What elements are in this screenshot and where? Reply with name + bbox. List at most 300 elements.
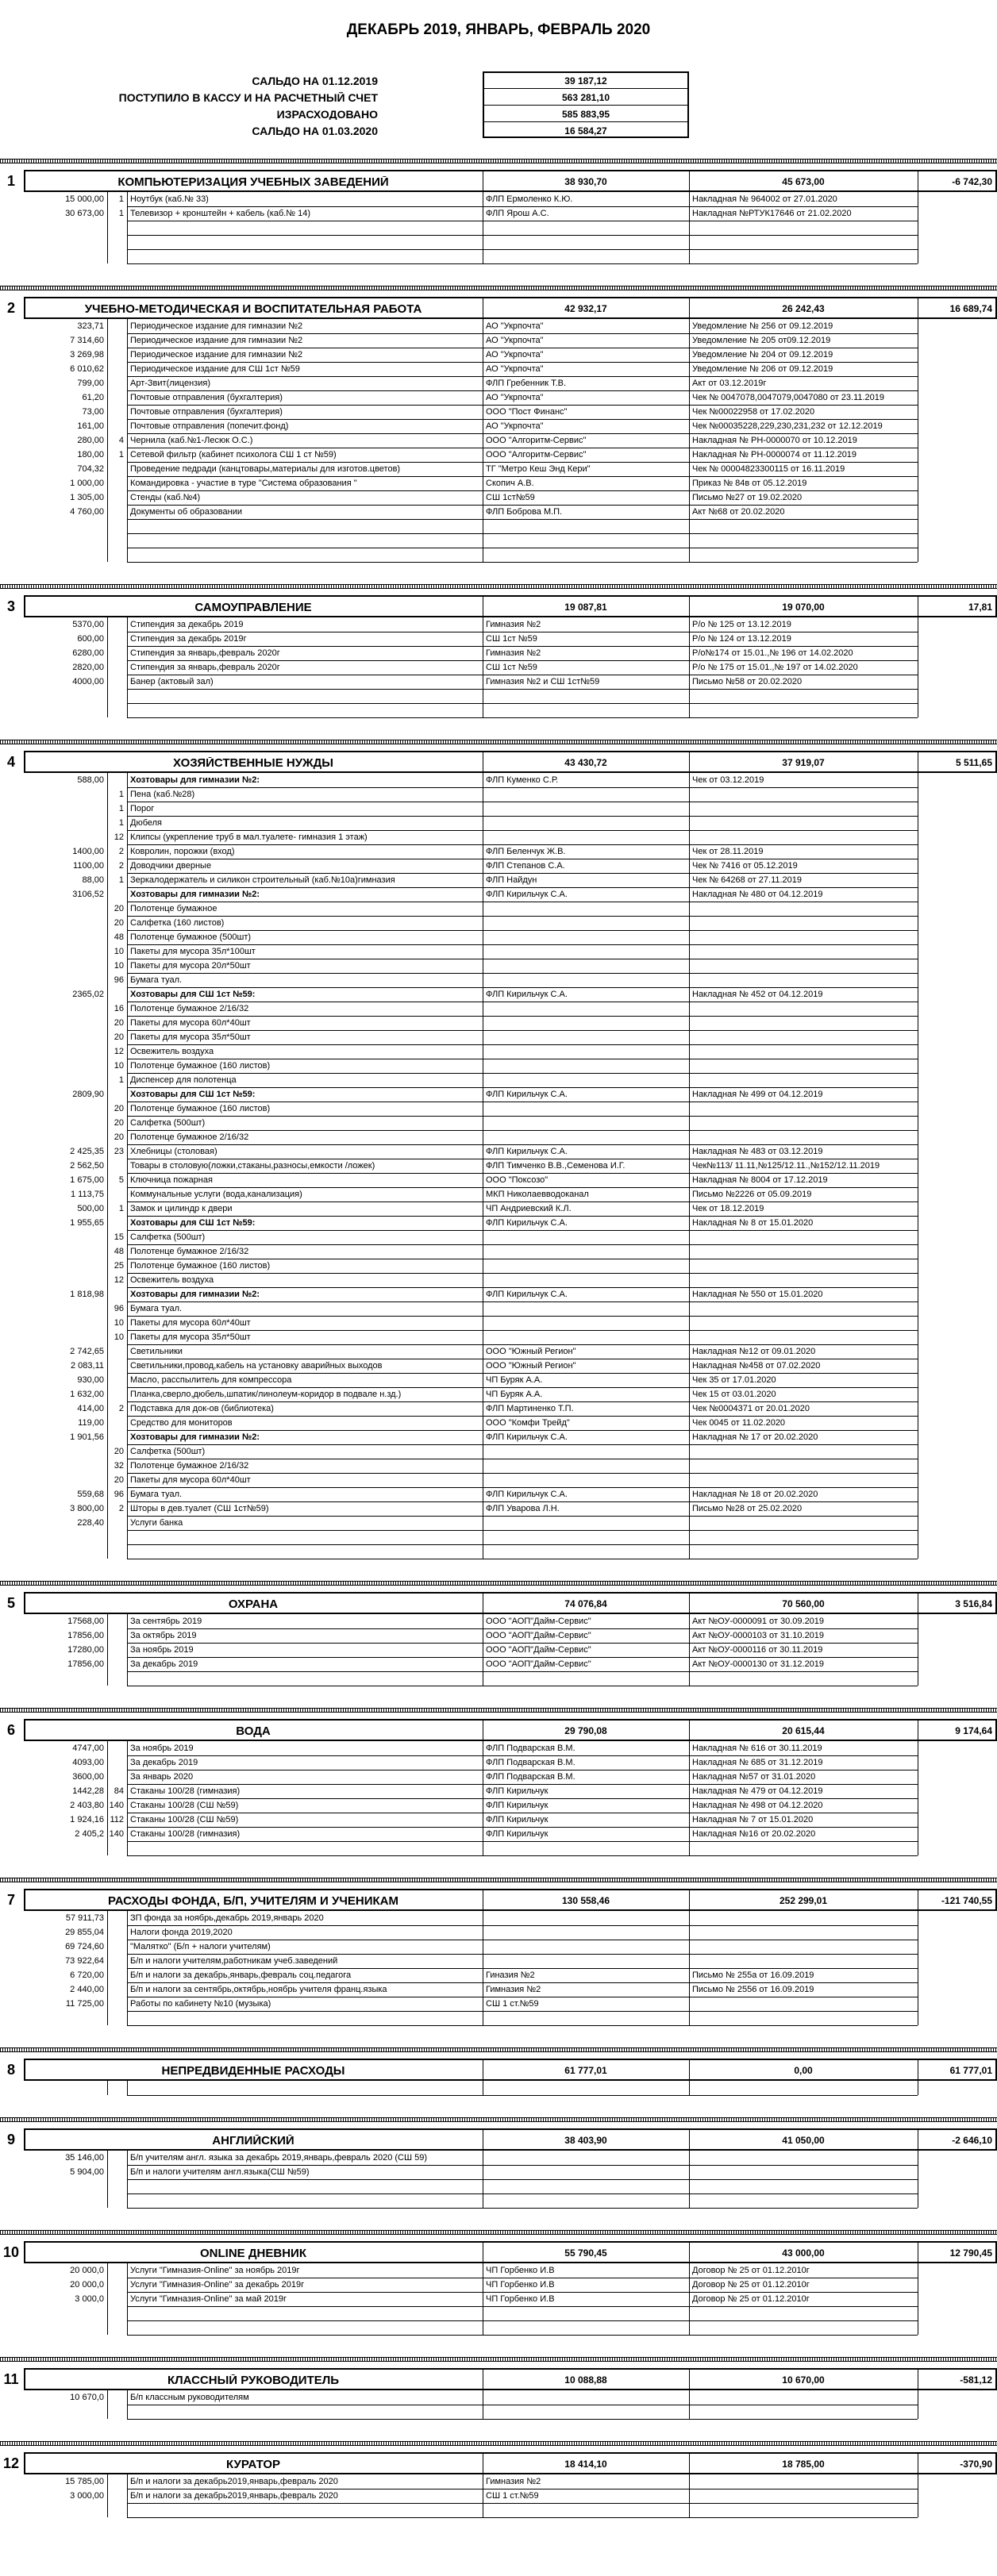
row-document: Накладная №РТУК17646 от 21.02.2020	[692, 210, 852, 218]
row-description: Клипсы (укрепление труб в мал.туалете- гимназия 1 этаж)	[130, 833, 368, 842]
grid-line	[127, 1982, 918, 1983]
grid-line	[127, 1954, 918, 1955]
row-supplier: ЧП Горбенко И.В	[486, 2295, 555, 2304]
row-document: Письмо № 255а от 16.09.2019	[692, 1971, 814, 1980]
grid-line	[689, 1911, 690, 2025]
grid-line	[127, 930, 918, 931]
row-quantity: 12	[114, 833, 124, 842]
grid-line	[127, 490, 918, 491]
row-supplier: ЧП Буряк А.А.	[486, 1390, 543, 1399]
summary-label: САЛЬДО НА 01.12.2019	[252, 75, 378, 87]
row-supplier: ФЛП Боброва М.П.	[486, 508, 563, 517]
row-amount: 2820,00	[72, 663, 104, 672]
grid-line	[127, 2208, 918, 2209]
row-supplier: ФЛП Кирильчук С.А.	[486, 1090, 568, 1099]
grid-line	[127, 660, 918, 661]
grid-line	[127, 1741, 128, 1855]
section-title: РАСХОДЫ ФОНДА, Б/П, УЧИТЕЛЯМ И УЧЕНИКАМ	[108, 1895, 398, 1907]
row-description: Хозтовары для СШ 1ст №59:	[130, 990, 256, 999]
grid-line	[127, 1216, 918, 1217]
row-document: Накладная № РН-0000070 от 10.12.2019	[692, 436, 857, 445]
row-quantity: 20	[114, 1448, 124, 1456]
section-balance: 61 777,01	[949, 2066, 992, 2075]
grid-line	[127, 916, 918, 917]
row-supplier: ФЛП Кирильчук С.А.	[486, 1290, 568, 1299]
row-description: Полотенце бумажное (160 листов)	[130, 1062, 271, 1071]
row-amount: 11 725,00	[65, 2000, 104, 2009]
row-description: Полотенце бумажное (160 листов)	[130, 1105, 271, 1113]
row-amount: 3 269,98	[70, 351, 104, 359]
grid-line	[127, 1244, 918, 1245]
grid-line	[127, 505, 918, 506]
grid-line	[127, 2335, 918, 2336]
row-description: Чернила (каб.№1-Лесюк О.С.)	[130, 436, 253, 445]
row-quantity: 1	[118, 790, 124, 799]
row-document: Накладная № 498 от 04.12.2020	[692, 1801, 823, 1810]
section-title: САМОУПРАВЛЕНИЕ	[194, 602, 312, 613]
row-quantity: 20	[114, 1033, 124, 1042]
row-amount: 6 010,62	[70, 365, 104, 374]
row-document: Договор № 25 от 01.12.2010г	[692, 2266, 810, 2275]
grid-line	[127, 206, 918, 207]
row-document: Накладная № 17 от 20.02.2020	[692, 1433, 818, 1442]
row-quantity: 10	[114, 1333, 124, 1342]
row-description: Услуги "Гимназия-Online" за декабрь 2019г	[130, 2281, 305, 2290]
row-description: Ключница пожарная	[130, 1176, 213, 1185]
row-amount: 600,00	[77, 635, 104, 644]
row-supplier: ФЛП Тимченко В.В.,Семенова И.Г.	[486, 1162, 626, 1171]
row-supplier: Гиназия №2	[486, 1971, 535, 1980]
section-balance: -6 742,30	[952, 177, 992, 186]
row-document: Накладная №57 от 31.01.2020	[692, 1773, 816, 1782]
row-quantity: 84	[114, 1787, 124, 1796]
row-quantity: 20	[114, 1476, 124, 1485]
row-description: Планка,сверло,дюбель,шпатик/линолеум-коридор в подвале н.зд.)	[130, 1390, 402, 1399]
row-supplier: СШ 1ст №59	[486, 663, 537, 672]
grid-line	[127, 1444, 918, 1445]
section-title: ONLINE ДНЕВНИК	[200, 2247, 306, 2259]
row-quantity: 96	[114, 1305, 124, 1313]
row-document: Акт №ОУ-0000116 от 30.11.2019	[692, 1646, 823, 1655]
row-description: Пакеты для мусора 60л*40шт	[130, 1019, 251, 1028]
grid-line	[127, 873, 918, 874]
section-title: ХОЗЯЙСТВЕННЫЕ НУЖДЫ	[173, 757, 333, 769]
grid-line	[689, 2263, 690, 2335]
row-amount: 559,68	[77, 1490, 104, 1499]
grid-line	[127, 2025, 918, 2026]
grid-line	[483, 121, 689, 122]
row-description: За октябрь 2019	[130, 1632, 197, 1640]
row-description: Услуги банка	[130, 1519, 183, 1528]
grid-line	[127, 1344, 918, 1345]
row-description: Пакеты для мусора 35л*50шт	[130, 1333, 251, 1342]
grid-line	[127, 717, 918, 718]
row-amount: 280,00	[77, 436, 104, 445]
row-document: Акт от 03.12.2019г	[692, 379, 767, 388]
row-amount: 180,00	[77, 451, 104, 459]
grid-line	[483, 105, 689, 106]
row-description: Стипендия за декабрь 2019г	[130, 635, 247, 644]
grid-line	[689, 192, 690, 263]
row-supplier: ООО "АОП"Дайм-Сервис"	[486, 1660, 591, 1669]
grid-line	[127, 844, 918, 845]
row-amount: 2365,02	[72, 990, 104, 999]
section-title: КЛАССНЫЙ РУКОВОДИТЕЛЬ	[167, 2374, 340, 2386]
grid-line	[689, 2081, 690, 2095]
grid-line	[127, 1430, 918, 1431]
grid-line	[127, 987, 918, 988]
row-amount: 799,00	[77, 379, 104, 388]
grid-line	[689, 773, 690, 1559]
row-supplier: ФЛП Уварова Л.Н.	[486, 1505, 560, 1513]
row-supplier: ФЛП Куменко С.Р.	[486, 776, 559, 785]
row-amount: 2 425,35	[70, 1148, 104, 1156]
row-description: Зеркалодержатель и силикон строительный (каб.№10а)гимназия	[130, 876, 395, 885]
grid-line	[689, 319, 690, 562]
row-description: Командировка - участие в туре "Система образования "	[130, 479, 357, 488]
row-supplier: ООО "Алгоритм-Сервис"	[486, 451, 587, 459]
row-supplier: ООО "Пост Финанс"	[486, 408, 568, 417]
row-supplier: СШ 1ст №59	[486, 635, 537, 644]
section-title: АНГЛИЙСКИЙ	[212, 2135, 294, 2147]
row-amount: 69 724,60	[65, 1943, 104, 1951]
grid-line	[127, 1544, 918, 1545]
grid-line	[127, 1173, 918, 1174]
grid-line	[689, 2151, 690, 2208]
row-description: За ноябрь 2019	[130, 1646, 194, 1655]
section-balance: -121 740,55	[941, 1896, 992, 1905]
section-balance: -370,90	[960, 2459, 992, 2469]
row-amount: 73 922,64	[65, 1957, 104, 1966]
grid-line	[127, 1827, 918, 1828]
row-amount: 2 405,2	[75, 1830, 104, 1839]
row-document: Уведомление № 205 от09.12.2019	[692, 336, 831, 345]
section-separator	[0, 740, 997, 744]
row-description: Освежитель воздуха	[130, 1276, 214, 1285]
row-document: Уведомление № 204 от 09.12.2019	[692, 351, 833, 359]
grid-line	[127, 519, 918, 520]
grid-line	[127, 1016, 918, 1017]
row-description: Салфетка (500шт)	[130, 1448, 206, 1456]
row-amount: 1 000,00	[70, 479, 104, 488]
row-amount: 20 000,0	[70, 2266, 104, 2275]
row-document: Накладная № 685 от 31.12.2019	[692, 1759, 823, 1767]
grid-line	[689, 2390, 690, 2419]
row-supplier: ТГ "Метро Кеш Энд Кери"	[486, 465, 591, 474]
row-document: Чек от 28.11.2019	[692, 848, 764, 856]
row-amount: 29 855,04	[65, 1928, 104, 1937]
row-description: Хозтовары для гимназии №2:	[130, 890, 260, 899]
section-number: 6	[6, 1723, 15, 1737]
row-description: Дюбеля	[130, 819, 163, 828]
summary-value: 563 281,10	[561, 93, 610, 102]
grid-line	[127, 1798, 918, 1799]
row-description: Пена (каб.№28)	[130, 790, 195, 799]
row-supplier: Гимназия №2 и СШ 1ст№59	[486, 678, 600, 686]
section-number: 12	[2, 2456, 20, 2470]
row-supplier: ООО "Южный Регион"	[486, 1362, 576, 1371]
row-document: Письмо № 2556 от 16.09.2019	[692, 1986, 814, 1994]
row-description: Телевизор + кронштейн + кабель (каб.№ 14)	[130, 210, 311, 218]
section-spent: 0,00	[794, 2066, 813, 2075]
row-document: Накладная №16 от 20.02.2020	[692, 1830, 816, 1839]
row-supplier: СШ 1ст№59	[486, 494, 535, 502]
row-document: Договор № 25 от 01.12.2010г	[692, 2295, 810, 2304]
row-supplier: АО "Укрпочта"	[486, 422, 544, 431]
grid-line	[107, 2263, 108, 2335]
grid-line	[127, 1416, 918, 1417]
row-description: Шторы в дев.туалет (СШ 1ст№59)	[130, 1505, 269, 1513]
row-amount: 3600,00	[72, 1773, 104, 1782]
row-supplier: ФЛП Кирильчук	[486, 1816, 549, 1824]
row-quantity: 112	[110, 1816, 124, 1824]
row-amount: 1 113,75	[70, 1190, 104, 1199]
row-description: Стаканы 100/28 (СШ №59)	[130, 1801, 239, 1810]
row-document: Письмо №28 от 25.02.2020	[692, 1505, 803, 1513]
grid-line	[127, 462, 918, 463]
row-description: Стаканы 100/28 (гимназия)	[130, 1787, 241, 1796]
section-number: 10	[2, 2245, 20, 2259]
row-quantity: 1	[118, 876, 124, 885]
row-quantity: 1	[118, 451, 124, 459]
row-supplier: СШ 1 ст.№59	[486, 2000, 539, 2009]
row-document: Накладная № 483 от 03.12.2019	[692, 1148, 823, 1156]
row-amount: 1 955,65	[70, 1219, 104, 1228]
row-document: Р/о № 125 от 13.12.2019	[692, 621, 791, 629]
row-supplier: ООО "АОП"Дайм-Сервис"	[486, 1632, 591, 1640]
grid-line	[127, 1487, 918, 1488]
grid-line	[127, 646, 918, 647]
row-amount: 930,00	[77, 1376, 104, 1385]
row-description: Периодическое издание для гимназии №2	[130, 322, 303, 331]
row-quantity: 20	[114, 1019, 124, 1028]
section-spent: 41 050,00	[782, 2136, 825, 2145]
row-supplier: ЧП Буряк А.А.	[486, 1376, 543, 1385]
row-document: Чек № 00004823300115 от 16.11.2019	[692, 465, 845, 474]
grid-line	[127, 433, 918, 434]
row-supplier: ФЛП Кирильчук	[486, 1787, 549, 1796]
grid-line	[127, 2193, 918, 2194]
row-document: Накладная № 479 от 04.12.2019	[692, 1787, 823, 1796]
row-amount: 61,20	[82, 394, 104, 402]
row-description: Хозтовары для гимназии №2:	[130, 1290, 260, 1299]
row-amount: 35 146,00	[65, 2154, 104, 2163]
section-spent: 252 299,01	[779, 1896, 828, 1905]
row-description: Б/п учителям англ. языка за декабрь 2019,январь,февраль 2020 (СШ 59)	[130, 2154, 428, 2163]
grid-line	[127, 1614, 128, 1686]
grid-line	[127, 1841, 918, 1842]
grid-line	[127, 319, 128, 562]
section-separator	[0, 159, 997, 163]
row-description: Ковролин, порожки (вход)	[130, 848, 235, 856]
section-title: ОХРАНА	[228, 1598, 279, 1610]
row-quantity: 4	[118, 436, 124, 445]
row-amount: 3 000,00	[70, 2492, 104, 2501]
row-supplier: АО "Укрпочта"	[486, 336, 544, 345]
row-quantity: 1	[118, 195, 124, 204]
grid-line	[127, 2474, 128, 2517]
grid-line	[127, 562, 918, 563]
section-number: 7	[6, 1893, 15, 1907]
row-amount: 1 818,98	[70, 1290, 104, 1299]
grid-line	[127, 1855, 918, 1856]
row-description: "Маляткo" (Б/п + налоги учителям)	[130, 1943, 271, 1951]
row-amount: 17856,00	[67, 1660, 104, 1669]
row-amount: 2 403,80	[70, 1801, 104, 1810]
section-spent: 45 673,00	[782, 177, 825, 186]
row-description: Б/п и налоги за декабрь2019,январь,февраль 2020	[130, 2478, 338, 2486]
grid-line	[127, 235, 918, 236]
grid-line	[127, 390, 918, 391]
row-description: Стипендия за январь,февраль 2020г	[130, 649, 280, 658]
grid-line	[127, 1784, 918, 1785]
row-amount: 2809,90	[72, 1090, 104, 1099]
grid-line	[127, 773, 128, 1559]
page-title: ДЕКАБРЬ 2019, ЯНВАРЬ, ФЕВРАЛЬ 2020	[346, 22, 651, 37]
row-document: Чек 0045 от 11.02.2020	[692, 1419, 786, 1428]
row-quantity: 12	[114, 1276, 124, 1285]
row-document: Чек 35 от 17.01.2020	[692, 1376, 776, 1385]
row-supplier: ФЛП Ярош А.С.	[486, 210, 549, 218]
grid-line	[127, 263, 918, 264]
grid-line	[127, 816, 918, 817]
row-document: Уведомление № 256 от 09.12.2019	[692, 322, 833, 331]
summary-label: САЛЬДО НА 01.03.2020	[252, 125, 378, 136]
row-description: За ноябрь 2019	[130, 1744, 194, 1753]
grid-line	[127, 1473, 918, 1474]
row-document: Накладная № 480 от 04.12.2019	[692, 890, 823, 899]
row-description: Б/п и налоги за сентябрь,октябрь,ноябрь учителя франц.языка	[130, 1986, 387, 1994]
row-description: Периодическое издание для СШ 1ст №59	[130, 365, 300, 374]
row-description: Стаканы 100/28 (СШ №59)	[130, 1816, 239, 1824]
row-description: Б/п классным руководителям	[130, 2393, 249, 2402]
grid-line	[127, 1201, 918, 1202]
row-document: Чек №00022958 от 17.02.2020	[692, 408, 815, 417]
row-amount: 1 632,00	[70, 1390, 104, 1399]
grid-line	[127, 1301, 918, 1302]
row-supplier: ФЛП Гребенник Т.В.	[486, 379, 567, 388]
row-document: Р/о № 124 от 13.12.2019	[692, 635, 791, 644]
section-balance: -581,12	[960, 2375, 992, 2385]
row-amount: 704,32	[77, 465, 104, 474]
row-supplier: ООО "Комфи Трейд"	[486, 1419, 570, 1428]
row-description: Средство для мониторов	[130, 1419, 233, 1428]
row-amount: 588,00	[77, 776, 104, 785]
section-planned: 29 790,08	[564, 1726, 607, 1736]
grid-line	[127, 1628, 918, 1629]
row-quantity: 20	[114, 905, 124, 913]
row-quantity: 20	[114, 1133, 124, 1142]
row-supplier: ФЛП Беленчук Ж.В.	[486, 848, 566, 856]
row-supplier: АО "Укрпочта"	[486, 322, 544, 331]
row-amount: 17568,00	[67, 1617, 104, 1626]
row-amount: 5 904,00	[70, 2168, 104, 2177]
row-description: Хозтовары для гимназии №2:	[130, 776, 260, 785]
row-description: Замок и цилиндр к двери	[130, 1205, 233, 1213]
row-amount: 414,00	[77, 1405, 104, 1413]
row-description: Почтовые отправления (бухгалтерия)	[130, 394, 283, 402]
row-amount: 4747,00	[72, 1744, 104, 1753]
row-supplier: ФЛП Ермоленко К.Ю.	[486, 195, 573, 204]
grid-line	[127, 2390, 128, 2419]
row-document: Акт №ОУ-0000130 от 31.12.2019	[692, 1660, 825, 1669]
grid-line	[127, 362, 918, 363]
grid-line	[107, 319, 108, 562]
section-spent: 37 919,07	[782, 758, 825, 767]
row-description: Масло, расспылитель для компрессора	[130, 1376, 292, 1385]
grid-line	[107, 2474, 108, 2517]
row-document: Чек №00035228,229,230,231,232 от 12.12.2019	[692, 422, 883, 431]
section-planned: 42 932,17	[564, 304, 607, 313]
row-supplier: ФЛП Кирильчук С.А.	[486, 1148, 568, 1156]
grid-line	[127, 249, 918, 250]
grid-line	[127, 1516, 918, 1517]
grid-line	[127, 533, 918, 534]
row-supplier: ФЛП Подварская В.М.	[486, 1744, 575, 1753]
section-title: ВОДА	[236, 1725, 271, 1737]
row-description: Услуги "Гимназия-Online" за ноябрь 2019г	[130, 2266, 300, 2275]
row-description: Налоги фонда 2019,2020	[130, 1928, 233, 1937]
section-planned: 74 076,84	[564, 1599, 607, 1609]
grid-line	[107, 2081, 108, 2095]
row-document: Накладная №12 от 09.01.2020	[692, 1348, 816, 1356]
section-planned: 18 414,10	[564, 2459, 607, 2469]
row-description: ЗП фонда за ноябрь,декабрь 2019,январь 2020	[130, 1914, 324, 1923]
section-spent: 20 615,44	[782, 1726, 825, 1736]
section-balance: 3 516,84	[955, 1599, 992, 1609]
row-amount: 4 760,00	[70, 508, 104, 517]
row-amount: 73,00	[82, 408, 104, 417]
row-quantity: 10	[114, 1062, 124, 1071]
row-description: Банер (актовый зал)	[130, 678, 214, 686]
grid-line	[689, 1741, 690, 1855]
row-amount: 88,00	[82, 876, 104, 885]
section-planned: 38 403,90	[564, 2136, 607, 2145]
row-quantity: 32	[114, 1462, 124, 1471]
row-supplier: Гимназия №2	[486, 621, 541, 629]
row-description: За декабрь 2019	[130, 1660, 198, 1669]
row-description: Светильники,провод,кабель на установку аварийных выходов	[130, 1362, 383, 1371]
row-supplier: Гимназия №2	[486, 649, 541, 658]
row-supplier: ФЛП Подварская В.М.	[486, 1759, 575, 1767]
row-quantity: 2	[118, 1405, 124, 1413]
row-amount: 119,00	[78, 1419, 104, 1428]
section-balance: 16 689,74	[949, 304, 992, 313]
row-quantity: 15	[114, 1233, 124, 1242]
grid-line	[127, 1770, 918, 1771]
row-supplier: ФЛП Кирильчук С.А.	[486, 1433, 568, 1442]
row-quantity: 25	[114, 1262, 124, 1271]
row-quantity: 10	[114, 962, 124, 971]
grid-line	[127, 1501, 918, 1502]
grid-line	[127, 787, 918, 788]
grid-line	[689, 2474, 690, 2517]
row-document: Накладная № 452 от 04.12.2019	[692, 990, 823, 999]
section-title: НЕПРЕДВИДЕННЫЕ РАСХОДЫ	[161, 2065, 345, 2077]
row-description: Б/п и налоги за декабрь,январь,февраль соц.педагога	[130, 1971, 352, 1980]
grid-line	[107, 1741, 108, 1855]
row-document: Накладная № 7 от 15.01.2020	[692, 1816, 814, 1824]
row-supplier: ФЛП Кирильчук	[486, 1830, 549, 1839]
row-description: Салфетка (500шт)	[130, 1233, 206, 1242]
section-number: 4	[6, 755, 15, 769]
row-quantity: 1	[118, 805, 124, 813]
row-description: Стипендия за декабрь 2019	[130, 621, 244, 629]
row-document: Письмо №2226 от 05.09.2019	[692, 1190, 812, 1199]
row-document: Чек №0004371 от 20.01.2020	[692, 1405, 810, 1413]
row-description: Арт-Звит(лицензия)	[130, 379, 210, 388]
section-spent: 10 670,00	[782, 2375, 825, 2385]
